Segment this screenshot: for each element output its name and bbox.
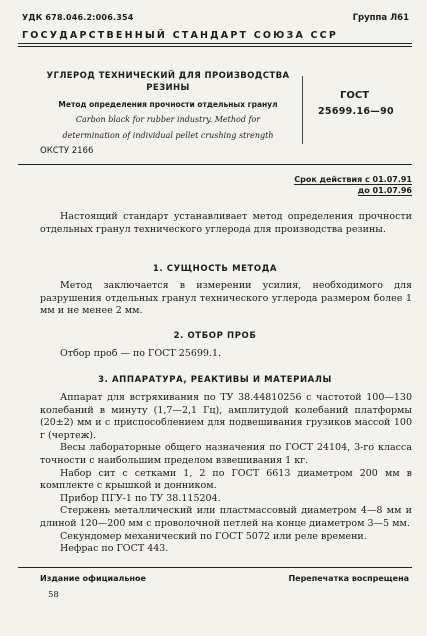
okstu-code: ОКСТУ 2166 xyxy=(40,146,94,156)
section-1-text: Метод заключается в измерении усилия, необходимого для разрушения отдельных гранул технического углерода размером более 1 мм и не менее 2 мм. xyxy=(40,280,412,317)
list-item: Аппарат для встряхивания по ТУ 38.44810256 с частотой 100—130 колебаний в минуту (1,7—2,1 Гц), амплитудой колебаний платформы (20±2) мм и с приспособлением для подвешивания грузиков массой 100 г (чертеж). xyxy=(40,392,412,441)
udk-code: УДК 678.046.2:006.354 xyxy=(22,13,134,22)
section-2-text: Отбор проб — по ГОСТ 25699.1. xyxy=(60,348,222,359)
list-item: Нефрас по ГОСТ 443. xyxy=(60,543,169,555)
title-separator xyxy=(302,76,303,144)
section-3-list xyxy=(40,392,412,556)
list-item: Прибор ПГУ-1 по ТУ 38.115204. xyxy=(60,492,221,504)
title-en-line2: determination of individual pellet crushing strength xyxy=(62,131,274,140)
page-number: 58 xyxy=(48,590,59,600)
reprint-note: Перепечатка воспрещена xyxy=(288,574,409,583)
title-en-line1: Carbon black for rubber industry. Method for xyxy=(75,115,261,124)
top-rule-thin xyxy=(18,46,412,47)
gost-number: 25699.16—90 xyxy=(318,106,394,117)
validity-from: Срок действия с 01.07.91 xyxy=(294,175,412,184)
gost-label: ГОСТ xyxy=(340,90,370,101)
section-1-heading: 1. СУЩНОСТЬ МЕТОДА xyxy=(152,264,278,274)
subtitle-ru: Метод определения прочности отдельных гранул xyxy=(58,100,278,109)
title-block xyxy=(42,70,294,141)
top-rule xyxy=(18,43,412,44)
title-ru-line2: РЕЗИНЫ xyxy=(146,83,190,93)
standard-title: ГОСУДАРСТВЕННЫЙ СТАНДАРТ СОЮЗА ССР xyxy=(22,30,339,41)
list-item: Набор сит с сетками 1, 2 по ГОСТ 6613 диаметром 200 мм в комплекте с крышкой и донником. xyxy=(40,467,412,492)
intro-paragraph: Настоящий стандарт устанавливает метод определения прочности отдельных гранул технического углерода для производства резины. xyxy=(40,211,412,235)
section-2-heading: 2. ОТБОР ПРОБ xyxy=(173,331,257,341)
edition-note: Издание официальное xyxy=(40,574,146,583)
validity-to: до 01.07.96 xyxy=(357,186,412,195)
list-item: Секундомер механический по ГОСТ 5072 или реле времени. xyxy=(60,530,367,542)
list-item: Весы лабораторные общего назначения по ГОСТ 24104, 3-го класса точности с наибольшим пределом взвешивания 1 кг. xyxy=(40,442,412,466)
validity-block xyxy=(294,174,412,196)
list-item: Стержень металлический или пластмассовый диаметром 4—8 мм и длиной 120—200 мм с проволочной петлей на конце диаметром 3—5 мм. xyxy=(40,505,412,529)
middle-rule xyxy=(18,164,412,165)
bottom-rule xyxy=(18,567,412,568)
title-ru-line1: УГЛЕРОД ТЕХНИЧЕСКИЙ ДЛЯ ПРОИЗВОДСТВА xyxy=(46,71,290,81)
section-3-heading: 3. АППАРАТУРА, РЕАКТИВЫ И МАТЕРИАЛЫ xyxy=(98,375,332,385)
group-code: Группа Л61 xyxy=(352,13,409,23)
